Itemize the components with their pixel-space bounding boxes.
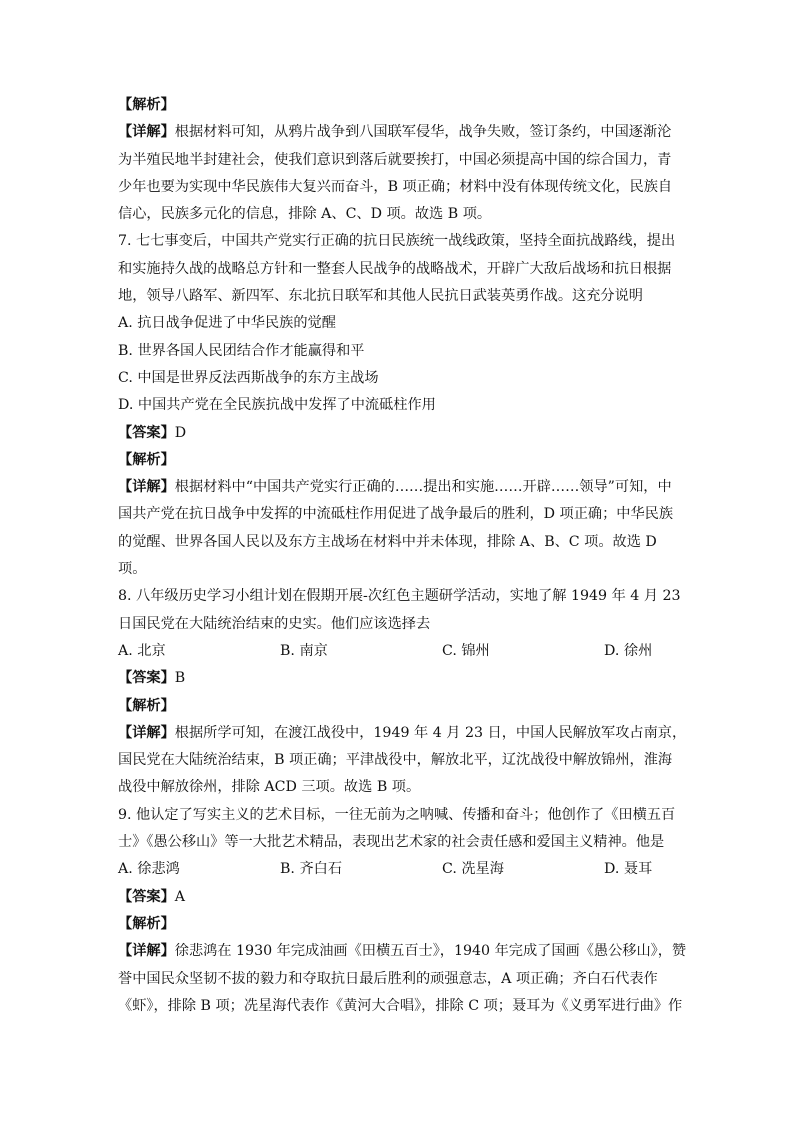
answer-label: 【答案】 — [118, 424, 175, 441]
question-7-stem: 和实施持久战的战略总方针和一整套人民战争的战略战术，开辟广大敌后战场和抗日根据 — [118, 260, 672, 277]
detail-label: 【详解】 — [118, 943, 175, 960]
document-page — [118, 92, 687, 1020]
answer-line — [118, 665, 678, 692]
question-7-stem: 7. 七七事变后，中国共产党实行正确的抗日民族统一战线政策，坚持全面抗战路线，提出 — [118, 233, 676, 250]
detail-label: 【详解】 — [118, 124, 175, 141]
option-d: D. 中国共产党在全民族抗战中发挥了中流砥柱作用 — [118, 397, 436, 414]
analysis-label: 【解析】 — [118, 697, 175, 714]
detail-text: 根据材料中“中国共产党实行正确的……提出和实施……开辟……领导”可知，中 — [174, 479, 672, 496]
detail-line: 国民党在大陆统治结束，B 项正确；平津战役中，解放北平，辽沈战役中解放锦州，淮海 — [118, 752, 673, 769]
answer-value: B — [174, 670, 186, 687]
question-9-stem: 士》《愚公移山》等一大批艺术精品，表现出艺术家的社会责任感和爱国主义精神。他是 — [118, 834, 665, 851]
answer-label: 【答案】 — [118, 670, 175, 687]
detail-line: 《虾》，排除 B 项；冼星海代表作《黄河大合唱》，排除 C 项；聂耳为《义勇军进行曲》作 — [118, 997, 683, 1014]
analysis-label: 【解析】 — [118, 97, 175, 113]
question-8-stem: 日国民党在大陆统治结束的史实。他们应该选择去 — [118, 615, 431, 632]
detail-line: 少年也要为实现中华民族伟大复兴而奋斗，B 项正确；材料中没有体现传统文化，民族自 — [118, 178, 673, 195]
option-d: D. 徐州 — [604, 642, 653, 659]
option-a: A. 北京 — [118, 642, 166, 659]
detail-line: 项。 — [118, 561, 147, 578]
answer-line — [118, 420, 678, 447]
option-b: B. 南京 — [280, 642, 328, 659]
detail-line — [118, 938, 687, 965]
detail-line — [118, 474, 678, 501]
detail-line: 为半殖民地半封建社会，使我们意识到落后就要挨打，中国必须提高中国的综合国力，青 — [118, 151, 672, 168]
option-c: C. 冼星海 — [442, 861, 504, 878]
question-8-options — [118, 638, 678, 665]
detail-line: 誉中国民众坚韧不拔的毅力和夺取抗日最后胜利的顽强意志，A 项正确；齐白石代表作 — [118, 970, 658, 987]
detail-label: 【详解】 — [118, 724, 175, 741]
detail-line — [118, 720, 687, 747]
detail-label: 【详解】 — [118, 479, 175, 496]
detail-text: 根据所学可知，在渡江战役中，1949 年 4 月 23 日，中国人民解放军攻占南京， — [174, 724, 687, 741]
option-c: C. 锦州 — [442, 642, 490, 659]
detail-line: 的觉醒、世界各国人民以及东方主战场在材料中并未体现，排除 A、B、C 项。故选 D — [118, 533, 657, 550]
detail-line: 国共产党在抗日战争中发挥的中流砥柱作用促进了战争最后的胜利，D 项正确；中华民族 — [118, 506, 674, 523]
answer-line — [118, 884, 678, 911]
answer-value: A — [174, 888, 186, 905]
question-7-stem: 地，领导八路军、新四军、东北抗日联军和其他人民抗日武装英勇作战。这充分说明 — [118, 288, 643, 305]
answer-value: D — [174, 424, 187, 441]
detail-line: 战役中解放徐州，排除 ACD 三项。故选 B 项。 — [118, 779, 421, 796]
detail-text: 根据材料可知，从鸦片战争到八国联军侵华，战争失败，签订条约，中国逐渐沦 — [174, 124, 672, 141]
option-d: D. 聂耳 — [604, 861, 653, 878]
detail-line: 信心，民族多元化的信息，排除 A、C、D 项。故选 B 项。 — [118, 206, 492, 223]
question-8-stem: 8. 八年级历史学习小组计划在假期开展-次红色主题研学活动，实地了解 1949 年 4 月 23 — [118, 588, 681, 605]
answer-label: 【答案】 — [118, 888, 175, 905]
option-b: B. 世界各国人民团结合作才能赢得和平 — [118, 342, 365, 359]
option-a: A. 徐悲鸿 — [118, 861, 180, 878]
question-9-options — [118, 856, 678, 883]
detail-line — [118, 119, 678, 146]
option-b: B. 齐白石 — [280, 861, 343, 878]
analysis-label: 【解析】 — [118, 451, 175, 468]
option-c: C. 中国是世界反法西斯战争的东方主战场 — [118, 369, 379, 386]
option-a: A. 抗日战争促进了中华民族的觉醒 — [118, 315, 336, 332]
question-9-stem: 9. 他认定了写实主义的艺术目标，一往无前为之呐喊、传播和奋斗；他创作了《田横五百 — [118, 806, 676, 823]
detail-text: 徐悲鸿在 1930 年完成油画《田横五百士》，1940 年完成了国画《愚公移山》，赞 — [174, 943, 687, 960]
analysis-label: 【解析】 — [118, 915, 175, 932]
